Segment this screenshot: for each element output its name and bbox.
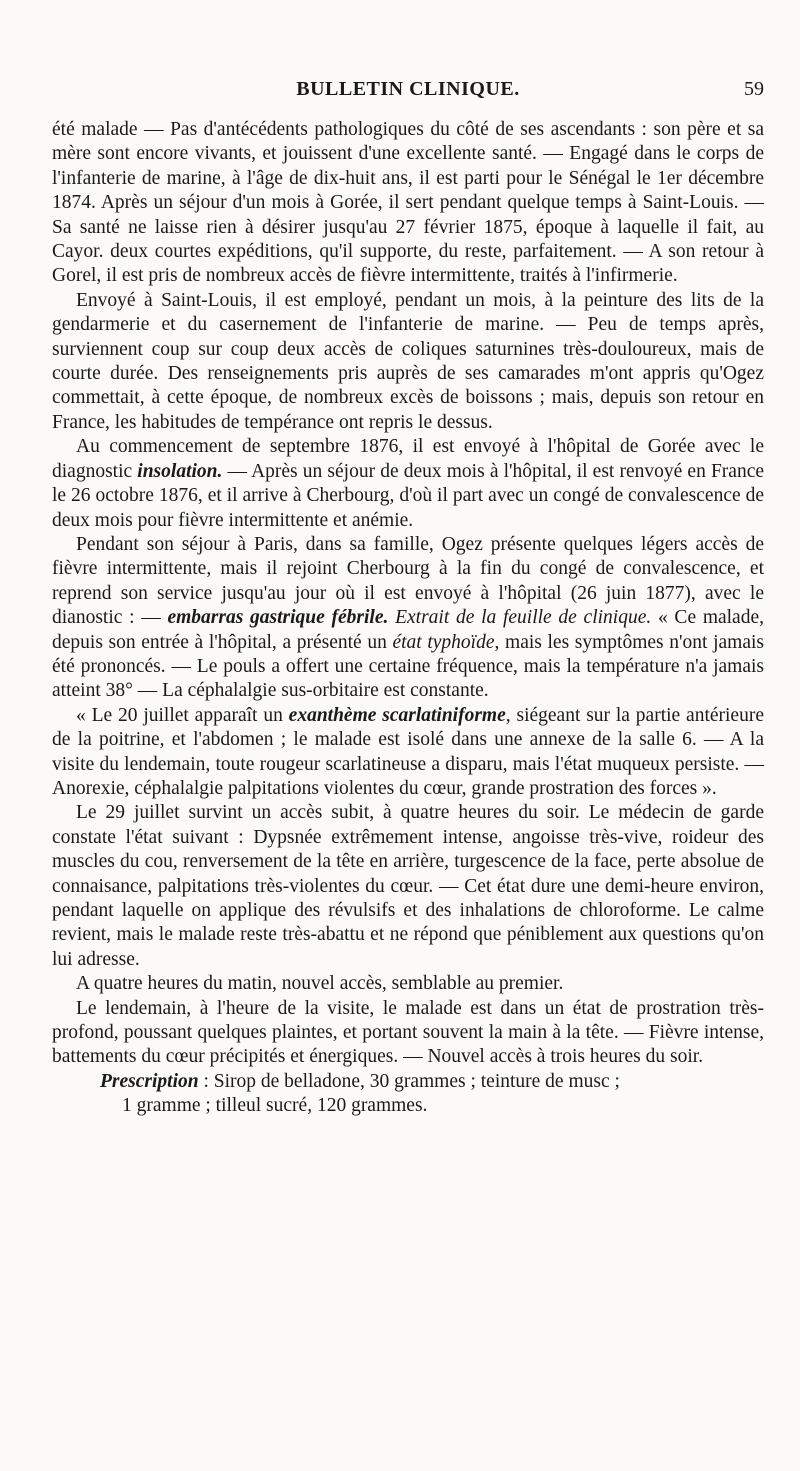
paragraph-4: Pendant son séjour à Paris, dans sa famille, Ogez présente quelques légers accès de fièvre intermittente, mais il rejoint Cherbourg à la fin du congé de convalescence, et reprend son service jusqu'au jour où il est envoyé à l'hôpital (26 juin 1877), avec le dianostic : — embarras gastrique fébrile. Extrait de la feuille de clinique. « Ce malade, depuis son entrée à l'hôpital, a présenté un état typhoïde, mais les symptômes n'ont jamais été prononcés. — Le pouls a offert une certaine fréquence, mais la température n'a jamais atteint 38° — La céphalalgie sus-orbitaire est constante. <box>52 533 764 702</box>
page-number: 59 <box>744 78 764 100</box>
paragraph-3: Au commencement de septembre 1876, il est envoyé à l'hôpital de Gorée avec le diagnostic insolation. — Après un séjour de deux mois à l'hôpital, il est renvoyé en France le 26 octobre 1876, et il arrive à Cherbourg, d'où il part avec un congé de convalescence de deux mois pour fièvre intermittente et anémie. <box>52 436 765 531</box>
prescription-label: Prescription <box>100 1070 199 1092</box>
prescription-continued: 1 gramme ; tilleul sucré, 120 grammes. <box>122 1095 428 1117</box>
prescription: Prescription : Sirop de belladone, 30 grammes ; teinture de musc ; <box>100 1070 620 1092</box>
paragraph-2: Envoyé à Saint-Louis, il est employé, pendant un mois, à la peinture des lits de la gendarmerie et du casernement de l'infanterie de marine. — Peu de temps après, surviennent coup sur coup deux accès de coliques saturnines très-douloureux, mais de courte durée. Des renseignements pris auprès de ses camarades m'ont appris qu'Ogez commettait, à cette époque, de nombreux excès de boissons ; mais, depuis son retour en France, les habitudes de tempérance ont repris le dessus. <box>52 289 764 433</box>
paragraph-5: « Le 20 juillet apparaît un exanthème scarlatiniforme, siégeant sur la partie antérieure de la poitrine, et l'abdomen ; le malade est isolé dans une annexe de la salle 6. — A la visite du lendemain, toute rougeur scarlatineuse a disparu, mais l'état muqueux persiste. — Anorexie, céphalalgie palpitations violentes du cœur, grande prostration des forces ». <box>52 704 764 799</box>
exantheme: exanthème scarlatiniforme <box>288 704 506 726</box>
diagnosis-embarras: embarras gastrique fébrile. <box>167 607 389 629</box>
etat-typhoide: état typhoïde <box>392 631 495 653</box>
paragraph-8: Le lendemain, à l'heure de la visite, le malade est dans un état de prostration très-profond, poussant quelques plaintes, et portant souvent la main à la tête. — Fièvre intense, battements du cœur précipités et énergiques. — Nouvel accès à trois heures du soir. <box>52 997 764 1068</box>
paragraph-1: été malade — Pas d'antécédents pathologiques du côté de ses ascendants : son père et sa mère sont encore vivants, et jouissent d'une excellente santé. — Engagé dans le corps de l'infanterie de marine, à l'âge de dix-huit ans, il est parti pour le Sénégal le 1er décembre 1874. Après un séjour d'un mois à Gorée, il sert pendant quelque temps à Saint-Louis. — Sa santé ne laisse rien à désirer jusqu'au 27 février 1875, époque à laquelle il fait, au Cayor. deux courtes expéditions, qu'il supporte, du reste, parfaitement. — A son retour à Gorel, il est pris de nombreux accès de fièvre intermittente, traités à l'infirmerie. <box>52 119 764 287</box>
running-title: BULLETIN CLINIQUE. <box>296 78 520 100</box>
paragraph-7: A quatre heures du matin, nouvel accès, semblable au premier. <box>76 973 564 995</box>
page-header <box>52 78 764 106</box>
clinical-extract-heading: Extrait de la feuille de clinique. <box>395 607 652 629</box>
body-text <box>52 118 764 1119</box>
paragraph-6: Le 29 juillet survint un accès subit, à quatre heures du soir. Le médecin de garde constate l'état suivant : Dypsnée extrêmement intense, angoisse très-vive, roideur des muscles du cou, renversement de la tête en arrière, turgescence de la face, perte absolue de connaisance, palpitations très-violentes du cœur. — Cet état dure une demi-heure environ, pendant laquelle on applique des révulsifs et des inhalations de chloroforme. Le calme revient, mais le malade reste très-abattu et ne répond que péniblement aux questions qu'on lui adresse. <box>52 802 764 970</box>
diagnosis-insolation: insolation. <box>137 460 223 482</box>
